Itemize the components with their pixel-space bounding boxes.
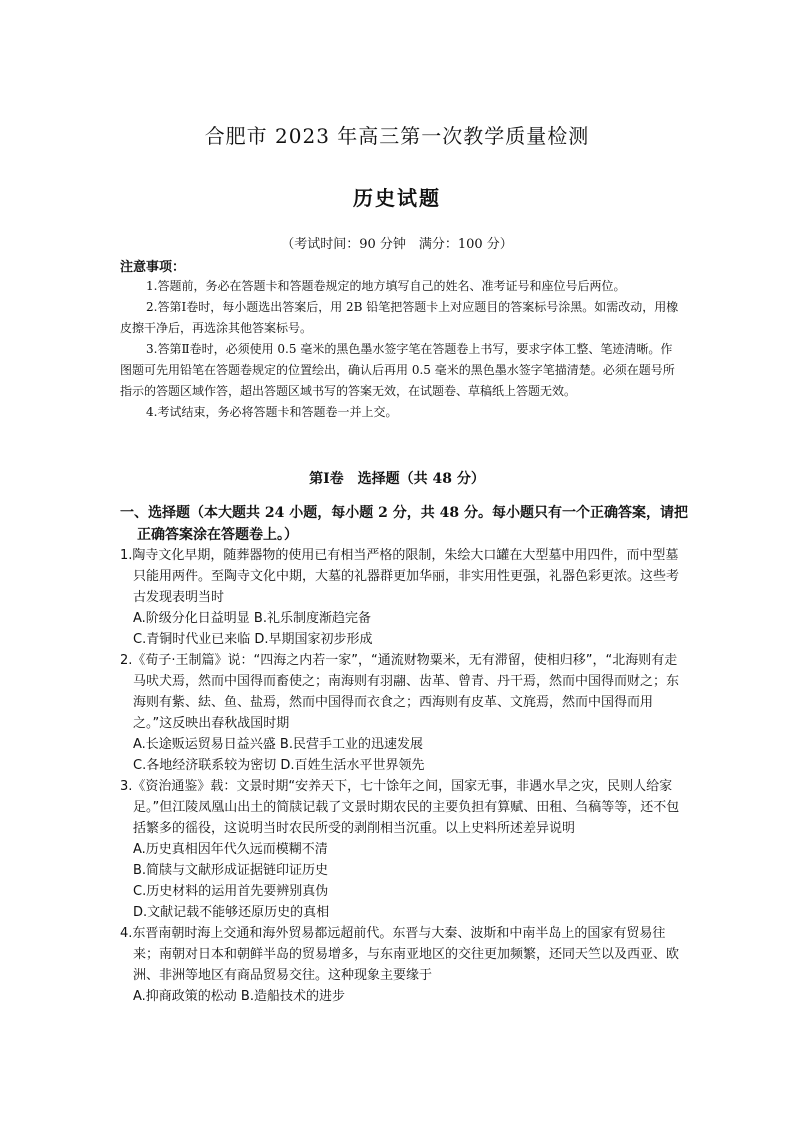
question-options: A.抑商政策的松动 B.造船技术的进步 (133, 989, 345, 1004)
question-stem: 3.《资治通鉴》载：文景时期“安养天下，七十馀年之间，国家无事，非遇水旱之灾，民则人给家足。”但江陵凤凰山出土的简牍记载了文景时期农民的主要负担有算赋、田租、刍稿等等，还不包括繁多的徭役，这说明当时农民所受的剥削相当沉重。以上史料所述差异说明 (120, 779, 680, 836)
question-stem: 4.东晋南朝时海上交通和海外贸易都远超前代。东晋与大秦、波斯和中南半岛上的国家有贸易往来；南朝对日本和朝鲜半岛的贸易增多，与东南亚地区的交往更加频繁，还同天竺以及西亚、欧洲、非洲等地区有商品贸易交往。这种现象主要缘于 (120, 926, 680, 983)
question-1 (120, 545, 680, 650)
notes-list (120, 276, 680, 423)
question-options: B.简牍与文献形成证据链印证历史 (133, 863, 329, 878)
question-3 (120, 776, 680, 923)
question-options: C.历史材料的运用首先要辨别真伪 (133, 884, 329, 899)
note-item: 3.答第Ⅱ卷时，必须使用 0.5 毫米的黑色墨水签字笔在答题卷上书写，要求字体工整、笔迹清晰。作图题可先用铅笔在答题卷规定的位置绘出，确认后再用 0.5 毫米的黑色墨水签字笔描清楚。必须在题号所指示的答题区域作答，超出答题区域书写的答案无效，在试题卷、草稿纸上答题无效。 (120, 342, 675, 398)
subject-title: 历史试题 (353, 186, 441, 210)
question-stem: 1.陶寺文化早期，随葬器物的使用已有相当严格的限制，朱绘大口罐在大型墓中用四件，而中型墓只能用两件。至陶寺文化中期，大墓的礼器群更加华丽，非实用性更强，礼器色彩更浓。这些考古发现表明当时 (120, 548, 680, 605)
question-stem: 2.《荀子·王制篇》说：“四海之内若一家”，“通流财物粟米，无有滞留，使相归移”，“北海则有走马吠犬焉，然而中国得而畜使之；南海则有羽翮、齿革、曾青、丹干焉，然而中国得而财之；东海则有紫、紶、鱼、盐焉，然而中国得而衣食之；西海则有皮革、文旄焉，然而中国得而用之。”这反映出春秋战国时期 (120, 653, 680, 731)
notes-heading: 注意事项： (120, 260, 186, 275)
question-4 (120, 923, 680, 1007)
exam-info: （考试时间：90 分钟 满分：100 分） (281, 237, 513, 252)
question-options: A.阶级分化日益明显 B.礼乐制度渐趋完备 (133, 611, 371, 626)
question-options: A.历史真相因年代久远而模糊不清 (133, 842, 328, 857)
part-heading-line2: 正确答案涂在答题卷上。） (137, 527, 298, 543)
note-item: 2.答第Ⅰ卷时，每小题选出答案后，用 2B 铅笔把答题卡上对应题目的答案标号涂黑。如需改动，用橡皮擦干净后，再选涂其他答案标号。 (120, 300, 679, 335)
question-options: A.长途贩运贸易日益兴盛 B.民营手工业的迅速发展 (133, 737, 423, 752)
note-item: 1.答题前，务必在答题卡和答题卷规定的地方填写自己的姓名、准考证号和座位号后两位。 (146, 279, 626, 293)
exam-title: 合肥市 2023 年高三第一次教学质量检测 (204, 124, 590, 148)
question-2 (120, 650, 680, 776)
part-heading (120, 502, 690, 546)
question-list (120, 545, 680, 1007)
question-options: D.文献记载不能够还原历史的真相 (133, 905, 330, 920)
question-options: C.各地经济联系较为密切 D.百姓生活水平世界领先 (133, 758, 425, 773)
section-heading: 第Ⅰ卷 选择题（共 48 分） (309, 471, 485, 487)
note-item: 4.考试结束，务必将答题卡和答题卷一并上交。 (146, 405, 398, 419)
question-options: C.青铜时代业已来临 D.早期国家初步形成 (133, 632, 373, 647)
part-heading-line1: 一、选择题（本大题共 24 小题，每小题 2 分，共 48 分。每小题只有一个正确答案，请把 (120, 505, 688, 521)
